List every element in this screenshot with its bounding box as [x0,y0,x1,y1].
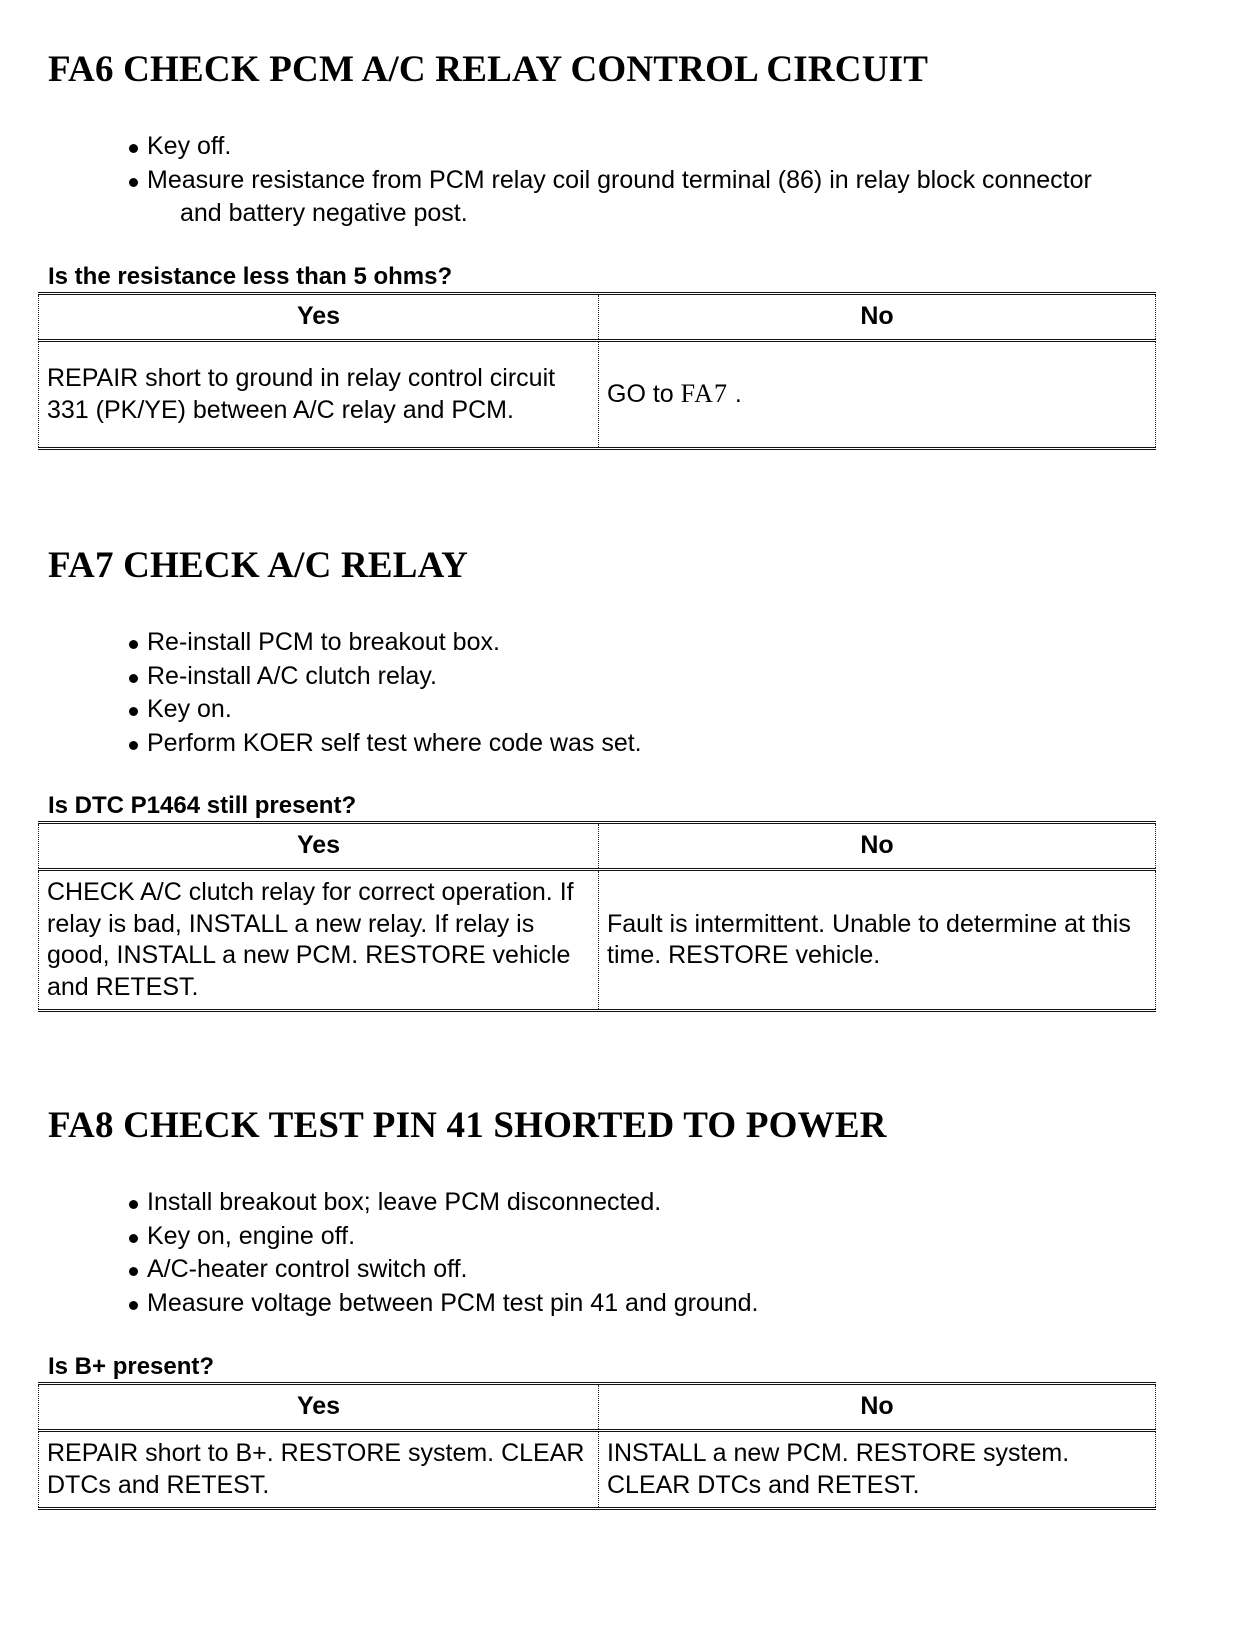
step-list [128,1186,759,1320]
list-item: Perform KOER self test where code was set. [128,727,642,761]
list-item: A/C-heater control switch off. [128,1253,759,1287]
list-item: Key on, engine off. [128,1220,759,1254]
bullet-icon [129,674,138,683]
question: Is DTC P1464 still present? [48,792,357,819]
bullet-icon [129,1267,138,1276]
yes-header: Yes [39,1384,599,1431]
yes-cell: REPAIR short to ground in relay control circuit 331 (PK/YE) between A/C relay and PCM. [39,341,599,449]
fa7-reference-link[interactable]: FA7 [680,379,728,409]
list-item: Install breakout box; leave PCM disconnected. [128,1186,759,1220]
no-cell: INSTALL a new PCM. RESTORE system. CLEAR DTCs and RETEST. [599,1431,1156,1509]
no-header: No [599,294,1156,341]
decision-table [38,292,1156,450]
list-item: Key on. [128,693,642,727]
list-item: Key off. [128,130,1092,164]
question: Is B+ present? [48,1353,215,1380]
bullet-icon [129,741,138,750]
question: Is the resistance less than 5 ohms? [48,263,453,290]
bullet-icon [129,1200,138,1209]
bullet-icon [129,1234,138,1243]
bullet-icon [129,1301,138,1310]
yes-cell: CHECK A/C clutch relay for correct operation. If relay is bad, INSTALL a new relay. If relay is good, INSTALL a new PCM. RESTORE vehicle and RETEST. [39,870,599,1011]
decision-table [38,821,1156,1012]
bullet-icon [129,144,138,153]
section-heading: FA7 CHECK A/C RELAY [48,545,469,586]
no-cell: Fault is intermittent. Unable to determine at this time. RESTORE vehicle. [599,870,1156,1011]
list-item: Re-install A/C clutch relay. [128,660,642,694]
bullet-icon [129,640,138,649]
step-list [128,130,1092,231]
list-item: Measure resistance from PCM relay coil ground terminal (86) in relay block connector and battery negative post. [128,164,1092,231]
section-heading: FA8 CHECK TEST PIN 41 SHORTED TO POWER [48,1105,887,1146]
yes-header: Yes [39,294,599,341]
no-cell: GO to FA7 . [599,341,1156,449]
decision-table [38,1382,1156,1510]
no-header: No [599,1384,1156,1431]
step-list [128,626,642,760]
list-item: Measure voltage between PCM test pin 41 and ground. [128,1287,759,1321]
list-item: Re-install PCM to breakout box. [128,626,642,660]
yes-cell: REPAIR short to B+. RESTORE system. CLEAR DTCs and RETEST. [39,1431,599,1509]
no-header: No [599,823,1156,870]
bullet-icon [129,707,138,716]
section-heading: FA6 CHECK PCM A/C RELAY CONTROL CIRCUIT [48,49,929,90]
yes-header: Yes [39,823,599,870]
bullet-icon [129,178,138,187]
